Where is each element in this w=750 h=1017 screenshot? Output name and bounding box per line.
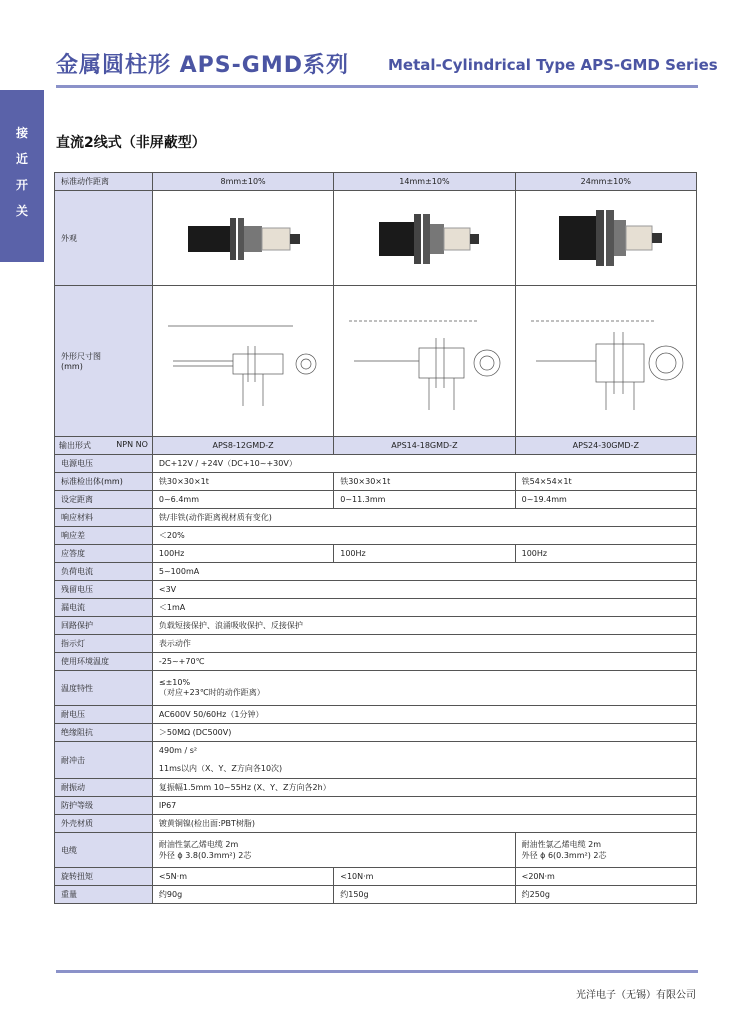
cell-line: 外径 ϕ 3.8(0.3mm²) 2芯 (158, 851, 252, 860)
cell: <10N·m (334, 868, 515, 886)
table-row (55, 833, 697, 868)
cell: APS14-18GMD-Z (334, 437, 515, 455)
table-row (55, 671, 697, 706)
row-label: 残留电压 (55, 581, 153, 599)
row-label: 绝缘阻抗 (55, 724, 153, 742)
cell: 约250g (515, 886, 696, 904)
cell-line: 490m / s² (158, 746, 198, 755)
table-row (55, 617, 697, 635)
table-row (55, 473, 697, 491)
row-label: 标准检出体(mm) (55, 473, 153, 491)
row-label: 耐冲击 (55, 742, 153, 779)
table-row (55, 527, 697, 545)
row-label: 回路保护 (55, 617, 153, 635)
cell: 表示动作 (152, 635, 696, 653)
row-label: 负荷电流 (55, 563, 153, 581)
product-photo-14mm (334, 191, 515, 286)
dimension-drawing-14mm (334, 286, 515, 437)
cell-line: 耐油性氯乙烯电缆 2m (158, 840, 239, 849)
cell: 100Hz (515, 545, 696, 563)
cell: 约90g (152, 886, 333, 904)
cell-line: （对应+23℃时的动作距离） (158, 688, 265, 697)
page-title-cn: 金属圆柱形 APS-GMD系列 (56, 53, 349, 78)
cell: 0~11.3mm (334, 491, 515, 509)
cell: 复振幅1.5mm 10~55Hz (X、Y、Z方向各2h） (152, 779, 696, 797)
output-label: 输出形式 (59, 441, 91, 450)
row-label: 外形尺寸图 (mm) (55, 286, 153, 437)
row-label (55, 437, 153, 455)
table-row (55, 173, 697, 191)
table-row (55, 635, 697, 653)
cell: 约150g (334, 886, 515, 904)
row-label: 指示灯 (55, 635, 153, 653)
row-label: 温度特性 (55, 671, 153, 706)
cell: 14mm±10% (334, 173, 515, 191)
table-row (55, 653, 697, 671)
table-row (55, 509, 697, 527)
table-row (55, 191, 697, 286)
cell: 镀黄铜镍(检出面:PBT树脂) (152, 815, 696, 833)
product-photo-24mm (515, 191, 696, 286)
row-label: 设定距离 (55, 491, 153, 509)
row-label: 耐电压 (55, 706, 153, 724)
cell: 8mm±10% (152, 173, 333, 191)
cell (152, 742, 696, 779)
side-tab-text: 接近开关 (15, 126, 28, 218)
table-row (55, 706, 697, 724)
cell: 铁30×30×1t (152, 473, 333, 491)
cell-line: 外径 ϕ 6(0.3mm²) 2芯 (521, 851, 607, 860)
cell: 100Hz (334, 545, 515, 563)
cell: 100Hz (152, 545, 333, 563)
row-label: 电源电压 (55, 455, 153, 473)
cell: ＜20% (152, 527, 696, 545)
cell: 0~19.4mm (515, 491, 696, 509)
cell: <3V (152, 581, 696, 599)
cell (515, 833, 696, 868)
cell: AC600V 50/60Hz（1分钟） (152, 706, 696, 724)
table-row (55, 797, 697, 815)
table-row (55, 581, 697, 599)
cell: 5~100mA (152, 563, 696, 581)
table-row (55, 286, 697, 437)
dimension-drawing-24mm (515, 286, 696, 437)
title-rule (56, 85, 698, 88)
row-label: 电缆 (55, 833, 153, 868)
table-row (55, 724, 697, 742)
row-label: 重量 (55, 886, 153, 904)
product-photo-8mm (152, 191, 333, 286)
output-sublabel: NPN NO (116, 440, 148, 449)
cell: 铁/非铁(动作距离视材质有变化) (152, 509, 696, 527)
section-subtitle: 直流2线式（非屏蔽型） (56, 135, 206, 151)
row-label: 应答度 (55, 545, 153, 563)
cell: DC+12V / +24V（DC+10~+30V） (152, 455, 696, 473)
table-row (55, 868, 697, 886)
row-label: 外观 (55, 191, 153, 286)
table-row (55, 545, 697, 563)
cell: APS24-30GMD-Z (515, 437, 696, 455)
cell: ＞50MΩ (DC500V) (152, 724, 696, 742)
cell (152, 671, 696, 706)
company-name: 光洋电子（无锡）有限公司 (576, 990, 696, 1001)
page-title-en: Metal-Cylindrical Type APS-GMD Series (388, 56, 718, 74)
cell: ＜1mA (152, 599, 696, 617)
row-label: 响应材料 (55, 509, 153, 527)
cell: -25~+70℃ (152, 653, 696, 671)
row-label: 外壳材质 (55, 815, 153, 833)
cell: IP67 (152, 797, 696, 815)
cell: <5N·m (152, 868, 333, 886)
table-row (55, 563, 697, 581)
cell-line: ≤±10% (158, 678, 191, 687)
cell: 0~6.4mm (152, 491, 333, 509)
row-label: 漏电流 (55, 599, 153, 617)
row-label: 旋转扭矩 (55, 868, 153, 886)
table-row (55, 742, 697, 779)
cell (152, 833, 515, 868)
cell: 铁54×54×1t (515, 473, 696, 491)
row-label: 标准动作距离 (55, 173, 153, 191)
table-row (55, 455, 697, 473)
spec-table (54, 172, 697, 904)
dimension-drawing-8mm (152, 286, 333, 437)
table-row (55, 779, 697, 797)
cell: 24mm±10% (515, 173, 696, 191)
table-row (55, 491, 697, 509)
cell: <20N·m (515, 868, 696, 886)
cell: APS8-12GMD-Z (152, 437, 333, 455)
table-row (55, 815, 697, 833)
cell-line: 耐油性氯乙烯电缆 2m (521, 840, 602, 849)
cell: 铁30×30×1t (334, 473, 515, 491)
cell: 负载短接保护、浪涌吸收保护、反接保护 (152, 617, 696, 635)
table-row (55, 599, 697, 617)
row-label: 响应差 (55, 527, 153, 545)
row-label: 使用环境温度 (55, 653, 153, 671)
table-row (55, 437, 697, 455)
footer-rule (56, 970, 698, 973)
table-row (55, 886, 697, 904)
row-label: 防护等级 (55, 797, 153, 815)
cell-line: 11ms以内（X、Y、Z方向各10次) (158, 764, 283, 773)
row-label: 耐振动 (55, 779, 153, 797)
